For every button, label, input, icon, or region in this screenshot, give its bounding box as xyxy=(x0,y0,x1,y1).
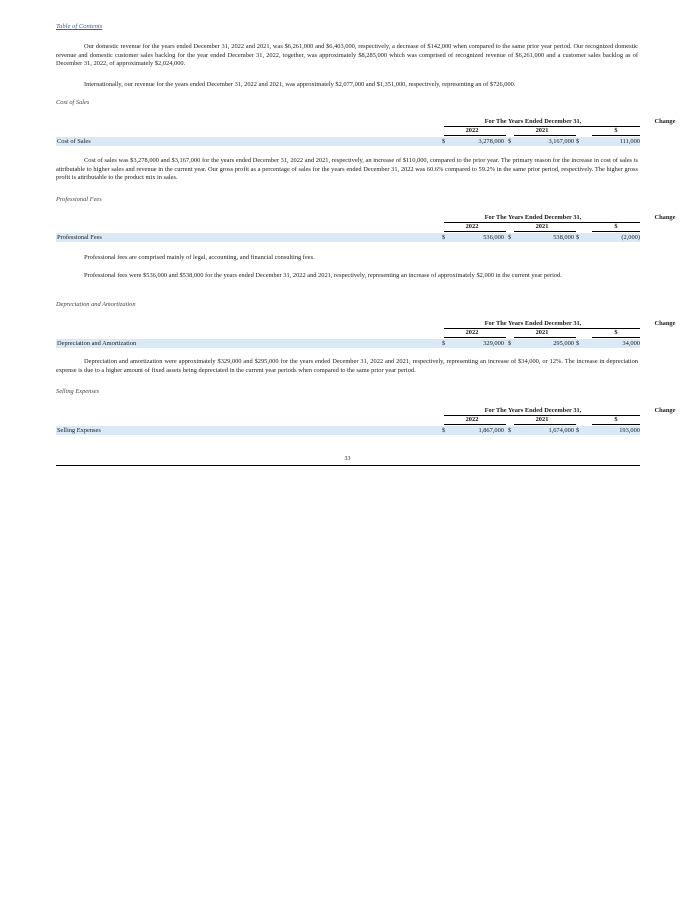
value-2021: 1,674,000 xyxy=(548,426,574,434)
year-2022-header: 2022 xyxy=(465,329,479,336)
row-label: Professional Fees xyxy=(57,233,102,241)
year-rule xyxy=(592,231,640,232)
domestic-revenue-paragraph: Our domestic revenue for the years ended December 31, 2022 and 2021, was $6,261,000 and $6,403,000, respectively, a decrease of $142,000 when compared to the same prior year period. Our recognized domestic revenue and domestic customer sales backlog for the year ended December 31, 2022, together, was approximately $8,285,000 which was comprised of recognized revenue of $6,261,000 and a customer sales backlog as of December 31, 2022, of approximately $2,024,000. xyxy=(56,43,638,68)
years-header: For The Years Ended December 31, xyxy=(484,214,582,221)
page-number: 33 xyxy=(344,456,351,462)
change-unit-header: $ xyxy=(614,416,618,423)
depreciation-paragraph: Depreciation and amortization were approximately $329,000 and $295,000 for the years ended December 31, 2022 and 2021, respectively, representing an increase of $34,000, or 12%. The increase in depreciation expense is due to a higher amount of fixed assets being depreciated in the current year periods when compared to the same prior year period. xyxy=(56,358,638,374)
change-header: Change xyxy=(654,118,676,125)
professional-fees-description: Professional fees are comprised mainly of legal, accounting, and financial consulting fees. xyxy=(84,254,315,261)
year-rule xyxy=(444,135,506,136)
value-2021: 3,167,000 xyxy=(548,137,574,145)
value-2022: 536,000 xyxy=(483,233,504,241)
years-header: For The Years Ended December 31, xyxy=(484,320,582,327)
year-rule xyxy=(592,424,640,425)
value-2022: 3,278,000 xyxy=(478,137,504,145)
year-2021-header: 2021 xyxy=(535,223,549,230)
year-rule xyxy=(592,135,640,136)
value-change: 111,000 xyxy=(619,137,640,145)
value-change: (2,000) xyxy=(621,233,640,241)
year-2021-header: 2021 xyxy=(535,416,549,423)
table-row xyxy=(56,233,640,242)
currency-symbol: $ xyxy=(442,137,446,145)
year-rule xyxy=(444,337,506,338)
currency-symbol: $ xyxy=(508,137,512,145)
change-header: Change xyxy=(654,407,676,414)
row-label: Cost of Sales xyxy=(57,137,91,145)
value-2022: 329,000 xyxy=(483,339,504,347)
value-change: 193,000 xyxy=(619,426,640,434)
year-2022-header: 2022 xyxy=(465,127,479,134)
table-row xyxy=(56,137,640,146)
currency-symbol: $ xyxy=(508,339,512,347)
currency-symbol: $ xyxy=(576,339,580,347)
currency-symbol: $ xyxy=(508,233,512,241)
cost-of-sales-paragraph: Cost of sales was $3,278,000 and $3,167,000 for the years ended December 31, 2022 and 2021, respectively, an increase of $110,000, compared to the prior year. The primary reason for the increase in cost of sales is attributable to higher sales and revenue in the current year. Our gross profit as a percentage of sales for the years ended December 31, 2022 was 60.6% compared to 59.2% in the same prior period, respectively. The higher gross profit is attributable to the product mix in sales. xyxy=(56,157,638,182)
table-row xyxy=(56,426,640,435)
currency-symbol: $ xyxy=(576,233,580,241)
section-heading-cost-of-sales: Cost of Sales xyxy=(56,99,90,106)
year-rule xyxy=(514,231,576,232)
years-header: For The Years Ended December 31, xyxy=(484,407,582,414)
table-row xyxy=(56,339,640,348)
currency-symbol: $ xyxy=(576,137,580,145)
year-rule xyxy=(514,135,576,136)
row-label: Depreciation and Amortization xyxy=(57,339,137,347)
value-2021: 538,000 xyxy=(553,233,574,241)
years-header: For The Years Ended December 31, xyxy=(484,118,582,125)
change-unit-header: $ xyxy=(614,329,618,336)
professional-fees-paragraph: Professional fees were $536,000 and $538,000 for the years ended December 31, 2022 and 2021, respectively, representing an increase of approximately $2,000 in the current year period. xyxy=(84,272,562,279)
change-header: Change xyxy=(654,214,676,221)
currency-symbol: $ xyxy=(442,426,446,434)
footer-rule xyxy=(56,465,640,466)
year-rule xyxy=(592,337,640,338)
change-unit-header: $ xyxy=(614,127,618,134)
table-of-contents-link[interactable]: Table of Contents xyxy=(56,23,103,30)
section-heading-professional-fees: Professional Fees xyxy=(56,196,102,203)
year-rule xyxy=(514,424,576,425)
value-2022: 1,867,000 xyxy=(478,426,504,434)
section-heading-depreciation: Depreciation and Amortization xyxy=(56,301,136,308)
change-unit-header: $ xyxy=(614,223,618,230)
year-rule xyxy=(444,424,506,425)
year-rule xyxy=(514,337,576,338)
value-2021: 295,000 xyxy=(553,339,574,347)
section-heading-selling-expenses: Selling Expenses xyxy=(56,388,100,395)
year-2021-header: 2021 xyxy=(535,329,549,336)
year-2021-header: 2021 xyxy=(535,127,549,134)
year-2022-header: 2022 xyxy=(465,223,479,230)
year-2022-header: 2022 xyxy=(465,416,479,423)
value-change: 34,000 xyxy=(622,339,640,347)
currency-symbol: $ xyxy=(576,426,580,434)
row-label: Selling Expenses xyxy=(57,426,101,434)
currency-symbol: $ xyxy=(508,426,512,434)
year-rule xyxy=(444,231,506,232)
currency-symbol: $ xyxy=(442,339,446,347)
international-revenue-paragraph: Internationally, our revenue for the years ended December 31, 2022 and 2021, was approximately $2,077,000 and $1,351,000, respectively, representing an of $726,000. xyxy=(84,81,516,88)
change-header: Change xyxy=(654,320,676,327)
currency-symbol: $ xyxy=(442,233,446,241)
